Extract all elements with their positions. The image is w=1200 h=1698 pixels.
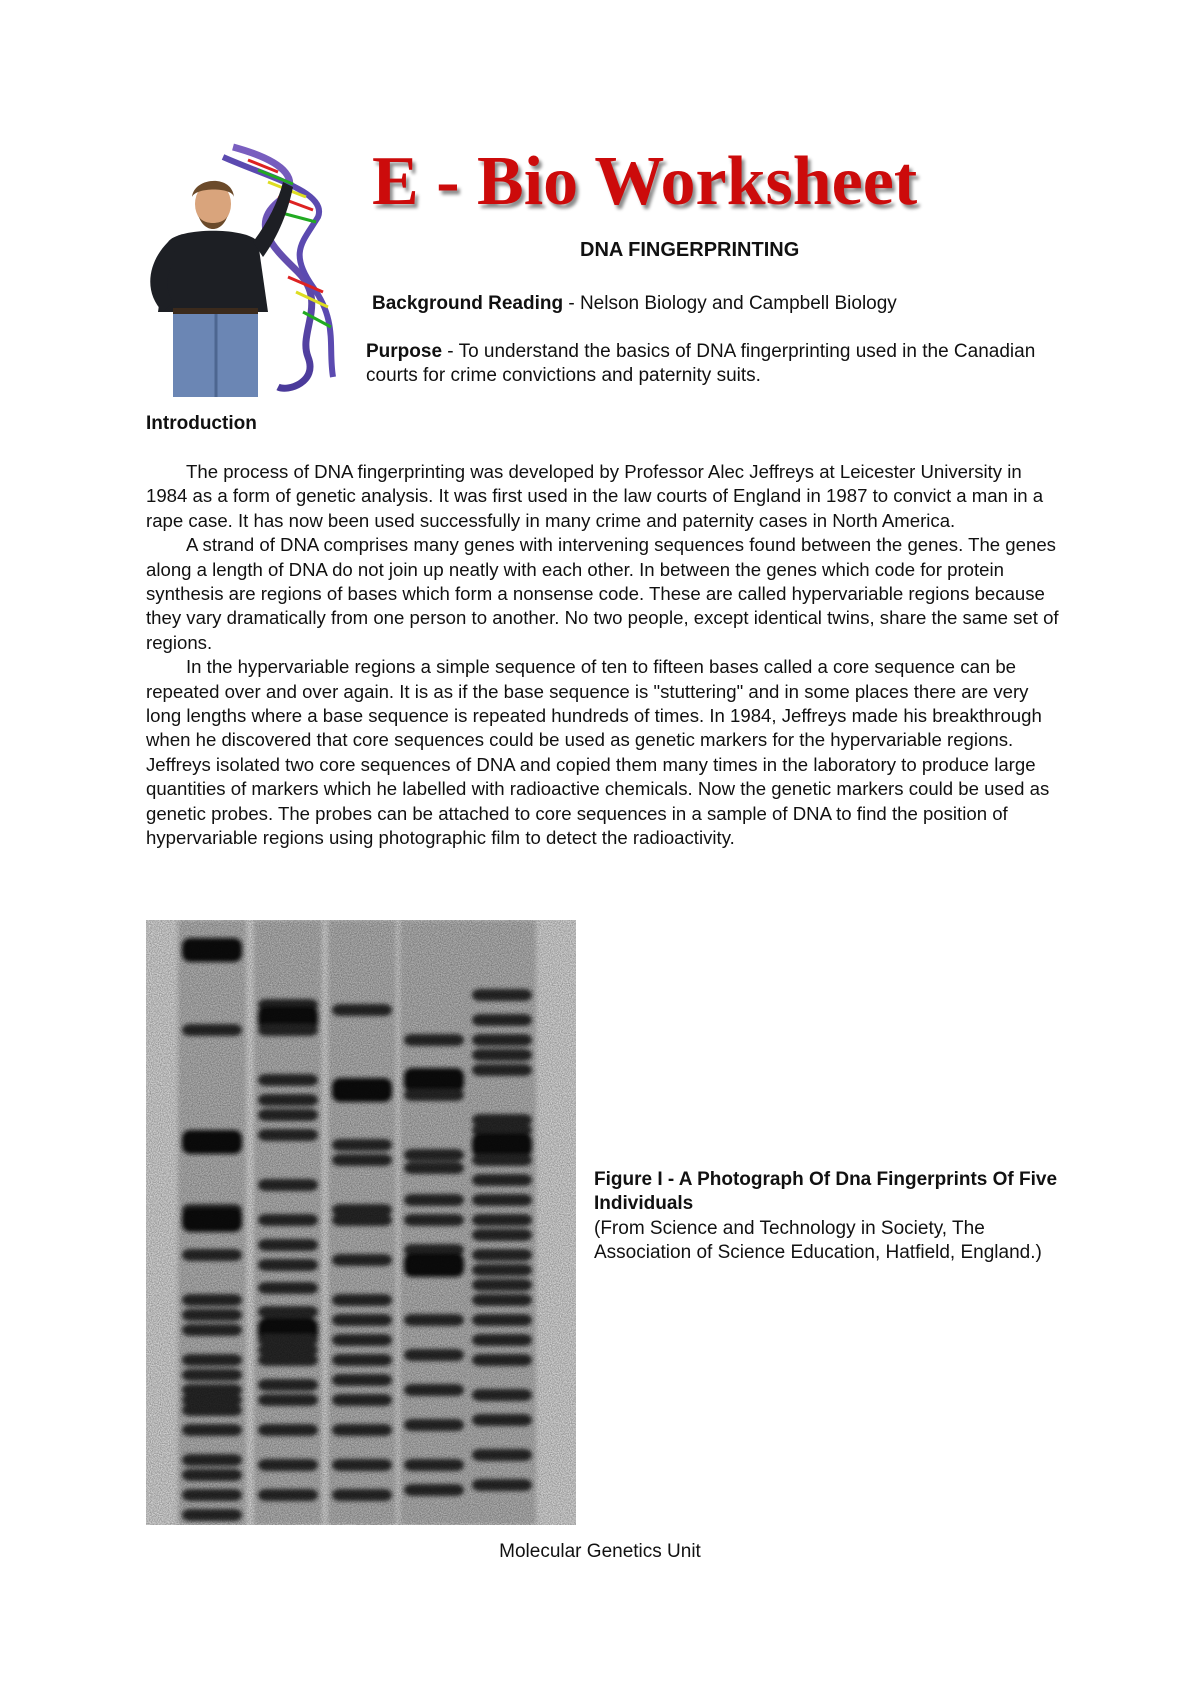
figure-caption bbox=[594, 1168, 1064, 1266]
background-reading bbox=[372, 292, 897, 316]
purpose bbox=[366, 340, 1066, 389]
intro-paragraph: A strand of DNA comprises many genes with intervening sequences found between the genes. The genes along a length of DNA do not join up neatly with each other. In between the genes which code for protein synthesis are regions of bases which form a nonsense code. These are called hypervariable regions because they vary dramatically from one person to another. No two people, except identical twins, share the same set of regions. bbox=[146, 534, 1059, 653]
intro-paragraph: In the hypervariable regions a simple sequence of ten to fifteen bases called a core sequence can be repeated over and over again. It is as if the base sequence is "stuttering" and in some places there are very long lengths where a base sequence is repeated hundreds of times. In 1984, Jeffreys made his breakthrough when he discovered that core sequences could be used as genetic markers for the hypervariable regions. Jeffreys isolated two core sequences of DNA and copied them many times in the laboratory to produce large quantities of markers which he labelled with radioactive chemicals. Now the genetic markers could be used as genetic probes. The probes can be attached to core sequences in a sample of DNA to find the position of hypervariable regions using photographic film to detect the radioactivity. bbox=[146, 656, 1050, 849]
background-reading-label: Background Reading bbox=[372, 293, 564, 314]
scientist-dna-illustration bbox=[128, 142, 368, 397]
purpose-text: - To understand the basics of DNA fingerprinting used in the Canadian courts for crime convictions and paternity suits. bbox=[366, 341, 1036, 387]
page-footer: Molecular Genetics Unit bbox=[499, 1541, 701, 1562]
dna-fingerprint-photo bbox=[146, 920, 576, 1525]
figure-source: (From Science and Technology in Society, The Association of Science Education, Hatfield, England.) bbox=[594, 1217, 1042, 1264]
background-reading-text: - Nelson Biology and Campbell Biology bbox=[563, 293, 897, 314]
figure-title: Figure I - A Photograph Of Dna Fingerprints Of Five Individuals bbox=[594, 1169, 1058, 1215]
page-title: DNA FINGERPRINTING bbox=[580, 239, 800, 261]
worksheet-logo: E - Bio Worksheet bbox=[372, 143, 918, 220]
intro-paragraph: The process of DNA fingerprinting was developed by Professor Alec Jeffreys at Leicester University in 1984 as a form of genetic analysis. It was first used in the law courts of England in 1987 to convict a man in a rape case. It has now been used successfully in many crime and paternity cases in North America. bbox=[146, 461, 1044, 531]
purpose-label: Purpose bbox=[366, 341, 443, 362]
introduction-body bbox=[146, 460, 1066, 851]
introduction-heading: Introduction bbox=[146, 413, 257, 434]
